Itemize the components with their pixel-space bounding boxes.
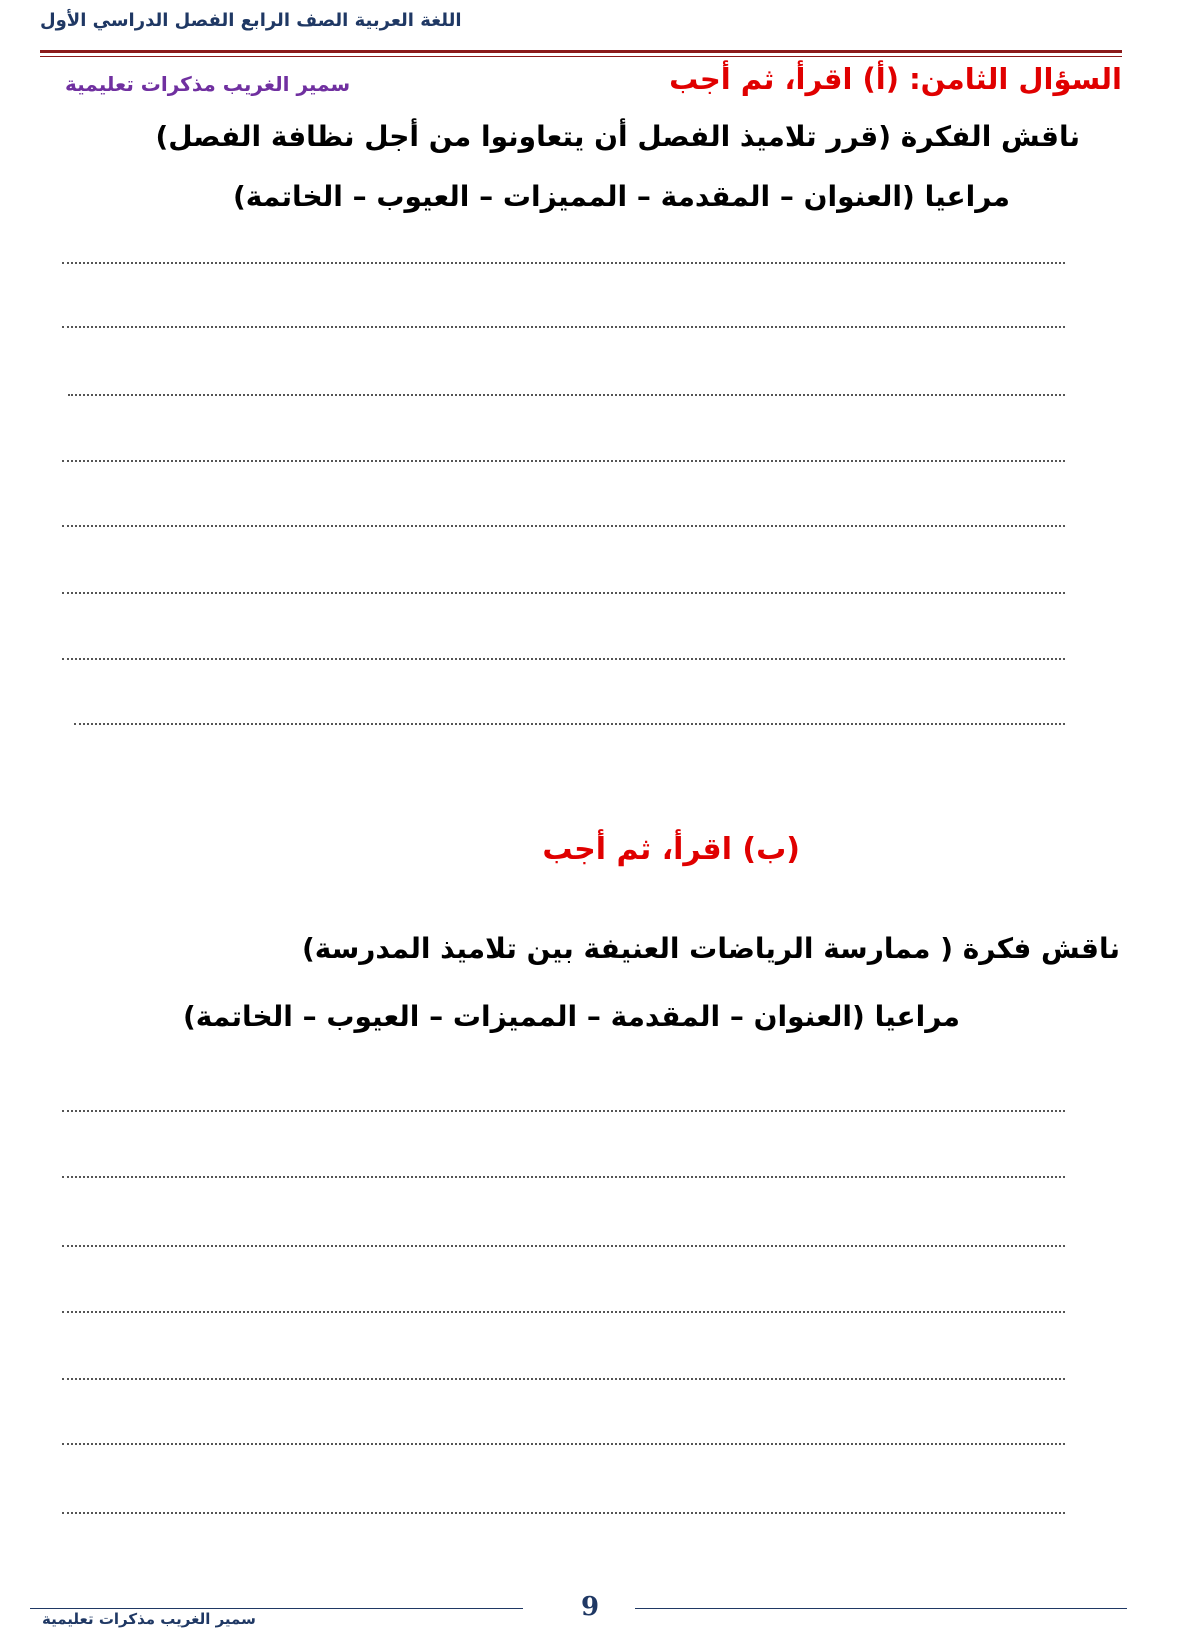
answer-line[interactable] (62, 658, 1065, 660)
part-b-criteria: مراعيا (العنوان – المقدمة – المميزات – العيوب – الخاتمة) (182, 1000, 960, 1033)
header-divider-thick (40, 50, 1122, 53)
answer-line[interactable] (62, 326, 1065, 328)
footer-divider-right (635, 1608, 1127, 1609)
page-number: 9 (580, 1592, 600, 1622)
part-b-prompt: ناقش فكرة ( ممارسة الرياضات العنيفة بين تلاميذ المدرسة) (301, 932, 1120, 965)
answer-line[interactable] (62, 1176, 1065, 1178)
answer-line[interactable] (62, 1443, 1065, 1445)
answer-line[interactable] (62, 262, 1065, 264)
footer-divider-left (30, 1608, 523, 1609)
answer-line[interactable] (62, 460, 1065, 462)
brand-label: سمير الغريب مذكرات تعليمية (65, 72, 351, 96)
header-divider-thin (40, 56, 1122, 57)
part-a-prompt: ناقش الفكرة (قرر تلاميذ الفصل أن يتعاونوا من أجل نظافة الفصل) (155, 120, 1080, 153)
answer-line[interactable] (62, 1512, 1065, 1514)
answer-line[interactable] (68, 394, 1065, 396)
answer-line[interactable] (62, 1110, 1065, 1112)
answer-line[interactable] (62, 592, 1065, 594)
part-b-heading: (ب) اقرأ، ثم أجب (542, 832, 800, 867)
header-title: اللغة العربية الصف الرابع الفصل الدراسي الأول (40, 10, 462, 31)
question-heading: السؤال الثامن: (أ) اقرأ، ثم أجب (669, 62, 1122, 96)
part-a-criteria: مراعيا (العنوان – المقدمة – المميزات – العيوب – الخاتمة) (232, 180, 1010, 213)
answer-line[interactable] (62, 1378, 1065, 1380)
answer-line[interactable] (62, 1245, 1065, 1247)
answer-line[interactable] (62, 525, 1065, 527)
answer-line[interactable] (74, 723, 1065, 725)
footer-brand: سمير الغريب مذكرات تعليمية (42, 1610, 256, 1628)
answer-line[interactable] (62, 1311, 1065, 1313)
